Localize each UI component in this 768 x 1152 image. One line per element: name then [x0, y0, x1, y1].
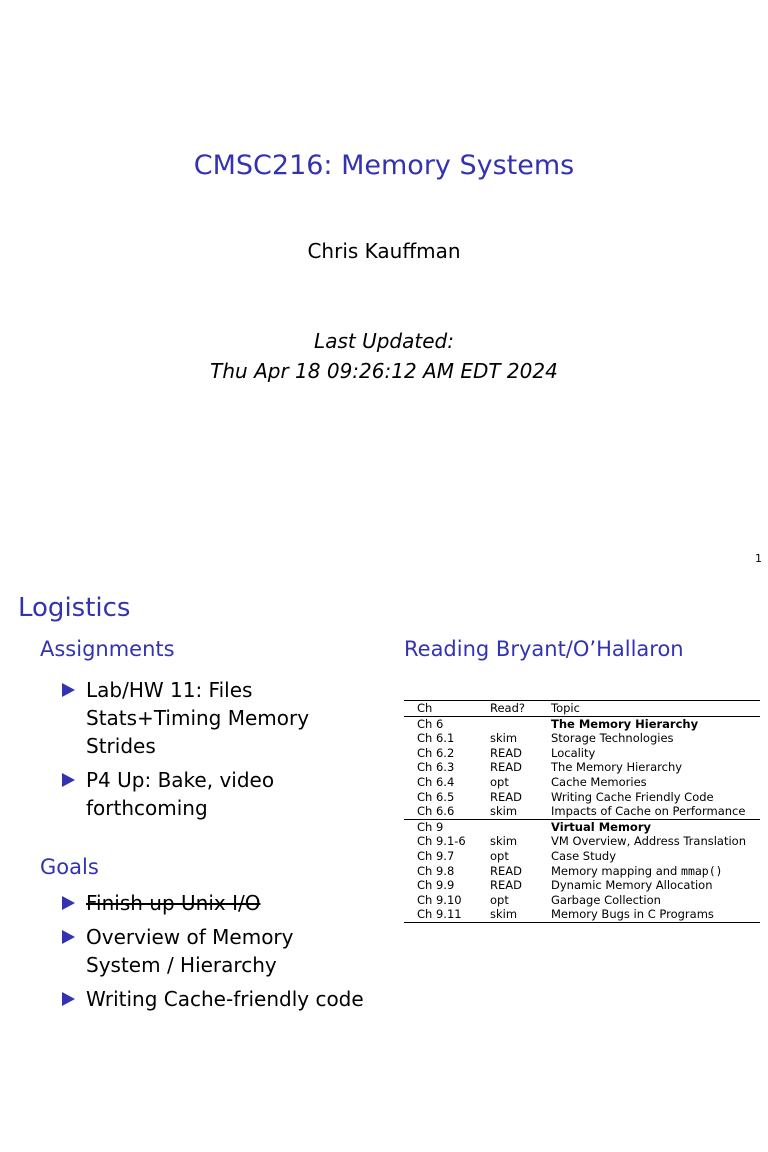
table-cell-topic: Impacts of Cache on Performance: [551, 804, 746, 819]
table-row: [404, 731, 760, 746]
list-item: Writing Cache-friendly code: [60, 985, 370, 1013]
table-cell-read: opt: [490, 774, 509, 789]
table-cell-topic: Cache Memories: [551, 774, 647, 789]
table-cell-read: skim: [490, 907, 518, 922]
page-number: 1: [755, 552, 762, 565]
table-row: [404, 819, 760, 834]
table-cell-topic: Garbage Collection: [551, 892, 661, 907]
table-row: [404, 775, 760, 790]
table-cell-topic: VM Overview, Address Translation: [551, 834, 747, 849]
list-item: Finish up Unix I/O: [60, 889, 370, 917]
table-cell-read: READ: [490, 745, 522, 760]
table-cell-topic: Storage Technologies: [551, 731, 674, 746]
table-header-row: [404, 701, 760, 717]
table-cell-topic: Memory mapping and mmap(): [551, 863, 723, 878]
table-cell-ch: Ch 9.9: [417, 878, 455, 893]
column-header: Read?: [490, 701, 525, 715]
table-cell-read: READ: [490, 878, 522, 893]
table-cell-read: opt: [490, 848, 509, 863]
goals-heading: Goals: [40, 855, 99, 879]
list-item: P4 Up: Bake, video forthcoming: [60, 766, 328, 822]
table-cell-read: [477, 716, 538, 731]
table-cell-topic: Virtual Memory: [551, 819, 651, 834]
table-cell-ch: Ch 6.2: [417, 745, 455, 760]
table-cell-ch: Ch 6.4: [417, 774, 455, 789]
author-name: Chris Kauffman: [307, 239, 461, 263]
table-row: [404, 716, 760, 731]
table-cell-read: [477, 819, 538, 834]
logistics-slide: [0, 576, 768, 1152]
slide-title: CMSC216: Memory Systems: [193, 150, 575, 181]
table-row: [404, 746, 760, 761]
table-row: [404, 760, 760, 775]
last-updated-date: Thu Apr 18 09:26:12 AM EDT 2024: [210, 359, 558, 383]
table-row: [404, 907, 760, 922]
table-cell-ch: Ch 6.6: [417, 804, 455, 819]
table-cell-ch: Ch 9.8: [417, 863, 455, 878]
table-cell-topic: Case Study: [551, 848, 617, 863]
table-row: [404, 790, 760, 805]
triangle-bullet-icon: [62, 896, 75, 910]
assignments-heading: Assignments: [40, 637, 175, 661]
list-item: Overview of Memory System / Hierarchy: [60, 923, 370, 979]
table-row: [404, 893, 760, 908]
table-cell-topic: The Memory Hierarchy: [551, 716, 699, 731]
frame-title: Logistics: [18, 593, 131, 623]
column-header: Topic: [551, 701, 580, 715]
table-cell-ch: Ch 6.3: [417, 760, 455, 775]
table-cell-topic: The Memory Hierarchy: [551, 760, 683, 775]
table-cell-ch: Ch 9.7: [417, 848, 455, 863]
table-cell-read: READ: [490, 863, 522, 878]
last-updated-label: Last Updated:: [314, 329, 454, 353]
reading-table-body: [404, 716, 760, 922]
reading-heading: Reading Bryant/O’Hallaron: [404, 637, 684, 661]
triangle-bullet-icon: [62, 992, 75, 1006]
triangle-bullet-icon: [62, 930, 75, 944]
table-cell-read: skim: [490, 731, 518, 746]
triangle-bullet-icon: [62, 683, 75, 697]
table-cell-ch: Ch 6.1: [417, 731, 455, 746]
table-cell-ch: Ch 6.5: [417, 789, 455, 804]
table-cell-topic: Memory Bugs in C Programs: [551, 907, 714, 922]
table-row: [404, 849, 760, 864]
table-cell-read: opt: [490, 892, 509, 907]
assignments-list: [60, 676, 328, 828]
table-cell-read: skim: [490, 804, 518, 819]
list-item: Lab/HW 11: Files Stats+Timing Memory Strides: [60, 676, 328, 760]
reading-table: [404, 700, 760, 923]
column-header: Ch: [417, 701, 433, 715]
table-row: [404, 834, 760, 849]
table-cell-topic: Dynamic Memory Allocation: [551, 878, 713, 893]
table-cell-ch: Ch 9.10: [417, 892, 462, 907]
table-cell-ch: Ch 9.11: [417, 907, 462, 922]
table-row: [404, 804, 760, 819]
table-row: [404, 864, 760, 879]
table-cell-ch: Ch 6: [417, 716, 444, 731]
table-cell-topic: Locality: [551, 745, 596, 760]
table-row: [404, 878, 760, 893]
table-cell-read: skim: [490, 834, 518, 849]
table-cell-topic: Writing Cache Friendly Code: [551, 789, 714, 804]
table-cell-ch: Ch 9: [417, 819, 444, 834]
table-cell-read: READ: [490, 789, 522, 804]
table-cell-ch: Ch 9.1-6: [417, 834, 466, 849]
last-updated: [0, 326, 768, 386]
triangle-bullet-icon: [62, 773, 75, 787]
table-cell-read: READ: [490, 760, 522, 775]
goals-list: [60, 889, 370, 1019]
